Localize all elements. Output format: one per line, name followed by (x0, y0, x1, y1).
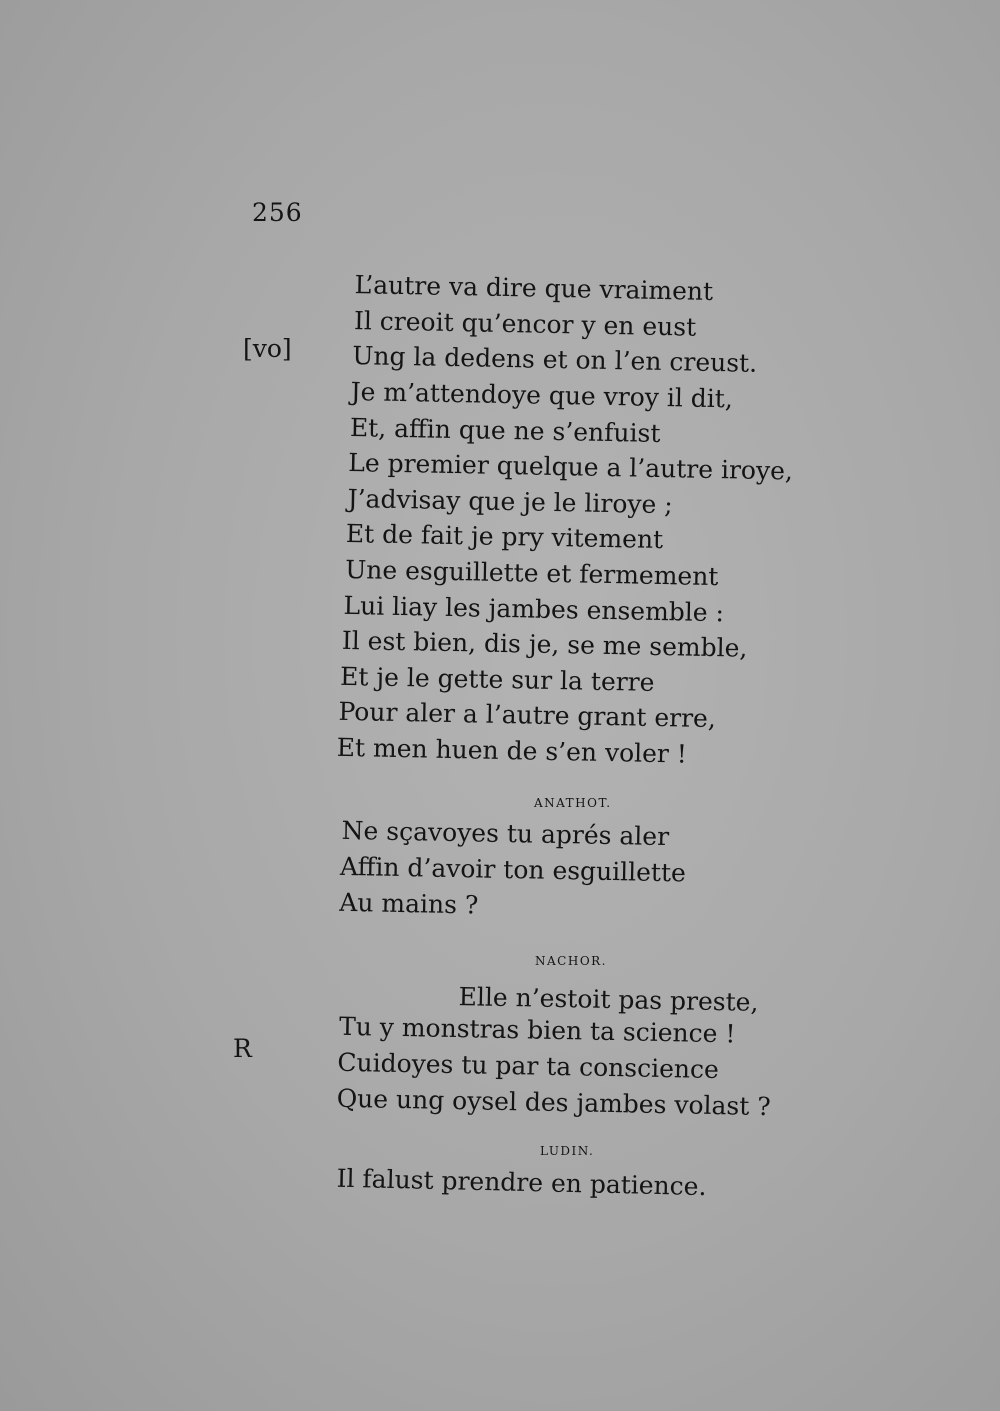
verse-line: Ung la dedens et on l’en creust. (352, 341, 758, 378)
margin-note-r: R (233, 1034, 252, 1063)
verse-line: Tu y monstras bien ta science ! (338, 1011, 736, 1049)
verse-line: Je m’attendoye que vroy il dit, (350, 377, 734, 414)
verse-line: Il falust prendre en patience. (336, 1163, 707, 1202)
verse-line: Il creoit qu’encor y en eust (353, 306, 697, 342)
verse-line: Pour aler a l’autre grant erre, (338, 696, 717, 734)
verse-line: Que ung oysel des jambes volast ? (336, 1083, 771, 1122)
page-number: 256 (252, 198, 303, 227)
verse-line: Et, affin que ne s’enfuist (349, 413, 661, 448)
verse-line: Une esguillette et fermement (344, 554, 719, 592)
verse-line: Et men huen de s’en voler ! (336, 732, 688, 769)
verse-line: Ne sçavoyes tu aprés aler (341, 815, 670, 852)
verse-line: L’autre va dire que vraiment (354, 270, 714, 306)
verse-line: Affin d’avoir ton esguillette (339, 851, 687, 888)
speaker-name: NACHOR. (535, 954, 607, 968)
verse-line: Cuidoyes tu par ta conscience (337, 1047, 720, 1085)
verse-line: Il est bien, dis je, se me semble, (341, 625, 748, 663)
verse-line: Le premier quelque a l’autre iroye, (348, 448, 794, 486)
verse-line: Elle n’estoit pas preste, (458, 982, 759, 1017)
speaker-name: LUDIN. (540, 1144, 595, 1158)
verse-line: Et je le gette sur la terre (339, 661, 655, 697)
verse-line: Et de fait je pry vitement (345, 518, 664, 555)
verse-line: Au mains ? (339, 887, 479, 920)
verse-line: J’advisay que je le liroye ; (347, 483, 674, 520)
verse-line: Lui liay les jambes ensemble : (343, 590, 725, 628)
speaker-name: ANATHOT. (534, 796, 612, 810)
margin-note-verso: [vo] (243, 334, 292, 363)
